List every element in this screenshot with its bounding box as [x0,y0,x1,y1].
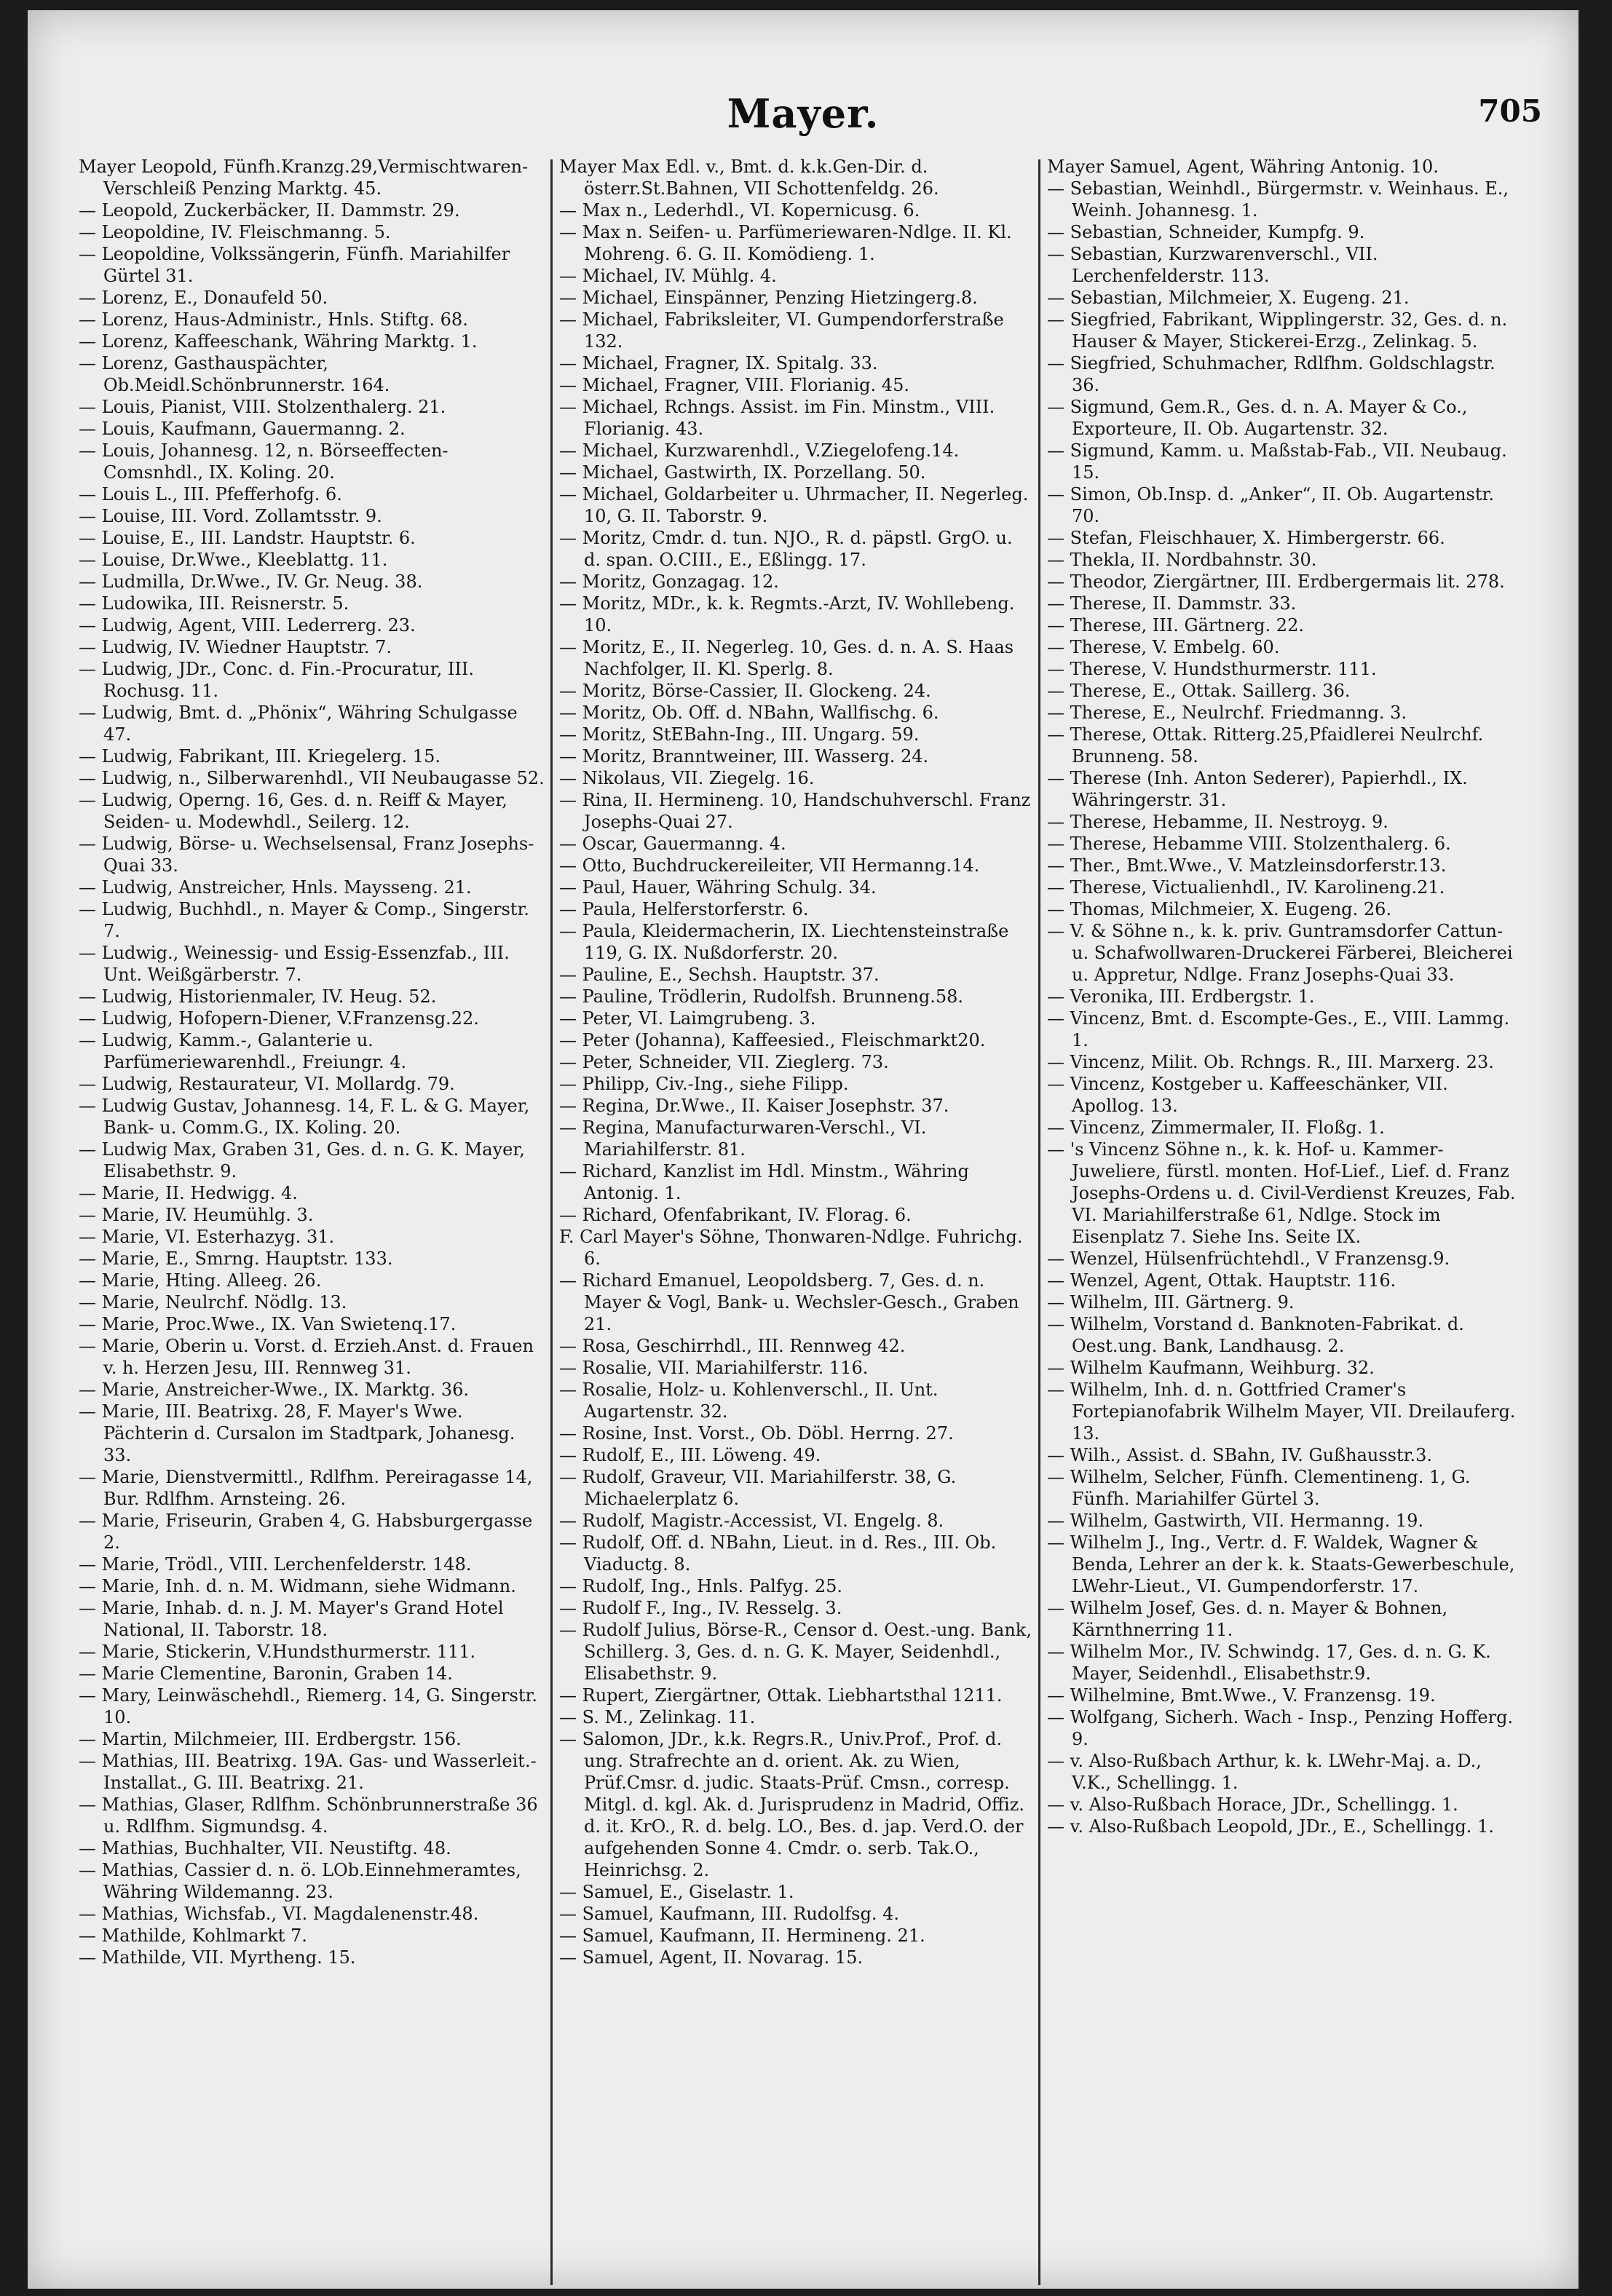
directory-entry: — Ludwig, Buchhdl., n. Mayer & Comp., Singerstr. 7. [79,899,529,941]
directory-entry: — Louise, Dr.Wwe., Kleeblattg. 11. [79,550,388,570]
directory-entry: — Marie, Inh. d. n. M. Widmann, siehe Widmann. [79,1576,516,1596]
directory-entry: — Wilhelm J., Ing., Vertr. d. F. Waldek, Wagner & Benda, Lehrer an der k. k. Staats-Gewerbeschule, LWehr-Lieut., VI. Gumpendorferstr. 17. [1047,1532,1515,1596]
directory-entry: — v. Also-Rußbach Arthur, k. k. LWehr-Maj. a. D., V.K., Schellingg. 1. [1047,1751,1482,1793]
directory-entry: — Moritz, Gonzagag. 12. [559,571,779,592]
directory-entry: — Mathilde, Kohlmarkt 7. [79,1925,307,1946]
directory-entry: — Moritz, Börse-Cassier, II. Glockeng. 24. [559,681,931,701]
directory-entry: — Rudolf Julius, Börse-R., Censor d. Oest.-ung. Bank, Schillerg. 3, Ges. d. n. G. K. Mayer, Seidenhdl., Elisabethstr. 9. [559,1620,1032,1684]
directory-entry: Mayer Max Edl. v., Bmt. d. k.k.Gen-Dir. d. österr.St.Bahnen, VII Schottenfeldg. 26. [559,157,939,199]
directory-entry: — Wilhelmine, Bmt.Wwe., V. Franzensg. 19. [1047,1685,1436,1706]
directory-entry: — Mathias, Glaser, Rdlfhm. Schönbrunnerstraße 36 u. Rdlfhm. Sigmundsg. 4. [79,1794,538,1837]
directory-entry: — Therese, E., Neulrchf. Friedmanng. 3. [1047,702,1407,723]
directory-entry: — Mathias, III. Beatrixg. 19A. Gas- und Wasserleit.-Installat., G. III. Beatrixg. 21. [79,1751,537,1793]
directory-entry: — Pauline, E., Sechsh. Hauptstr. 37. [559,965,880,985]
directory-entry: — Mathilde, VII. Myrtheng. 15. [79,1947,356,1968]
directory-entry: — Marie, Friseurin, Graben 4, G. Habsburgergasse 2. [79,1511,533,1553]
directory-entry: — Louise, E., III. Landstr. Hauptstr. 6. [79,528,416,548]
directory-entry: — Mathias, Cassier d. n. ö. LOb.Einnehmeramtes, Währing Wildemanng. 23. [79,1860,521,1902]
directory-entry: — Wolfgang, Sicherh. Wach - Insp., Penzing Hofferg. 9. [1047,1707,1514,1749]
directory-entry: — Peter (Johanna), Kaffeesied., Fleischmarkt20. [559,1030,986,1050]
directory-entry: — Moritz, Branntweiner, III. Wasserg. 24. [559,746,929,767]
directory-entry: — Peter, Schneider, VII. Zieglerg. 73. [559,1052,889,1072]
directory-entry: — Therese, E., Ottak. Saillerg. 36. [1047,681,1351,701]
directory-entry: — Martin, Milchmeier, III. Erdbergstr. 156. [79,1729,462,1749]
directory-entry: — Regina, Dr.Wwe., II. Kaiser Josephstr. 37. [559,1096,949,1116]
directory-entry: — Ludwig, Historienmaler, IV. Heug. 52. [79,986,437,1007]
directory-entry: — Marie, III. Beatrixg. 28, F. Mayer's Wwe. Pächterin d. Cursalon im Stadtpark, Johanesg. 33. [79,1401,515,1465]
directory-entry: — Max n., Lederhdl., VI. Kopernicusg. 6. [559,200,920,221]
directory-entry: — Peter, VI. Laimgrubeng. 3. [559,1008,816,1029]
directory-entry: — Mary, Leinwäschehdl., Riemerg. 14, G. Singerstr. 10. [79,1685,537,1727]
directory-entry: — Leopoldine, Volkssängerin, Fünfh. Mariahilfer Gürtel 31. [79,244,510,286]
directory-entry: — Samuel, Agent, II. Novarag. 15. [559,1947,864,1968]
column-divider [550,159,553,2285]
directory-entry: — Marie, Proc.Wwe., IX. Van Swietenq.17. [79,1314,457,1334]
directory-entry: — Ludwig, IV. Wiedner Hauptstr. 7. [79,637,392,657]
directory-entry: — Ludwig, n., Silberwarenhdl., VII Neubaugasse 52. [79,768,545,788]
directory-entry: — Samuel, Kaufmann, II. Hermineng. 21. [559,1925,925,1946]
directory-entry: — Marie, VI. Esterhazyg. 31. [79,1227,335,1247]
directory-entry: — Therese, Ottak. Ritterg.25,Pfaidlerei Neulrchf. Brunneng. 58. [1047,724,1484,767]
directory-entry: — Ludwig, Restaurateur, VI. Mollardg. 79. [79,1074,455,1094]
page-number: 705 [1478,93,1542,129]
page-title: Mayer. [727,90,880,137]
directory-entry: — Rudolf, Graveur, VII. Mariahilferstr. 38, G. Michaelerplatz 6. [559,1467,957,1509]
directory-entry: Mayer Leopold, Fünfh.Kranzg.29,Vermischtwaren-Verschleiß Penzing Marktg. 45. [79,157,529,199]
directory-page [28,10,1579,2289]
directory-entry: — Rudolf F., Ing., IV. Resselg. 3. [559,1598,842,1618]
directory-entry: — Salomon, JDr., k.k. Regrs.R., Univ.Prof., Prof. d. ung. Strafrechte an d. orient. Ak. zu Wien, Prüf.Cmsr. d. judic. Staats-Prüf. Cmsn., corresp. Mitgl. d. kgl. Ak. d. Jurisprudenz in Madrid, Offiz. d. it. KrO., R. d. belg. LO., Bes. d. jap. Verd.O. der aufgehenden Sonne 4. Cmdr. o. serb. Tak.O., Heinrichsg. 2. [559,1729,1024,1880]
directory-entry: — Lorenz, E., Donaufeld 50. [79,288,328,308]
directory-entry: — Therese, Hebamme VIII. Stolzenthalerg. 6. [1047,834,1451,854]
directory-entry: — Marie, Trödl., VIII. Lerchenfelderstr. 148. [79,1554,472,1575]
directory-entry: — Moritz, E., II. Negerleg. 10, Ges. d. n. A. S. Haas Nachfolger, II. Kl. Sperlg. 8. [559,637,1014,679]
directory-entry: — v. Also-Rußbach Horace, JDr., Schellingg. 1. [1047,1794,1458,1815]
directory-entry: — Moritz, Cmdr. d. tun. NJO., R. d. päpstl. GrgO. u. d. span. O.CIII., E., Eßlingg. 17. [559,528,1013,570]
directory-entry: F. Carl Mayer's Söhne, Thonwaren-Ndlge. Fuhrichg. 6. [559,1227,1023,1269]
directory-entry: — Sebastian, Schneider, Kumpfg. 9. [1047,222,1365,242]
directory-entry: — Oscar, Gauermanng. 4. [559,834,786,854]
directory-entry: — Louis, Johannesg. 12, n. Börseeffecten-Comsnhdl., IX. Koling. 20. [79,440,449,483]
directory-entry: — Ludwig, Börse- u. Wechselsensal, Franz Josephs-Quai 33. [79,834,534,876]
directory-entry: — Wenzel, Agent, Ottak. Hauptstr. 116. [1047,1270,1396,1291]
directory-entry: — Michael, Fragner, VIII. Florianig. 45. [559,375,909,395]
directory-entry: — Michael, Gastwirth, IX. Porzellang. 50. [559,462,926,483]
directory-entry: — Lorenz, Haus-Administr., Hnls. Stiftg. 68. [79,309,468,330]
directory-entry: — Stefan, Fleischhauer, X. Himbergerstr. 66. [1047,528,1445,548]
directory-entry: — Paula, Helferstorferstr. 6. [559,899,809,919]
directory-entry: — Siegfried, Schuhmacher, Rdlfhm. Goldschlagstr. 36. [1047,353,1496,395]
directory-entry: — Marie, Stickerin, V.Hundsthurmerstr. 111. [79,1642,476,1662]
directory-entry: — Therese, II. Dammstr. 33. [1047,593,1297,614]
directory-entry: — Sigmund, Gem.R., Ges. d. n. A. Mayer & Co., Exporteure, II. Ob. Augartenstr. 32. [1047,397,1468,439]
directory-entry: — Otto, Buchdruckereileiter, VII Hermanng.14. [559,855,980,876]
directory-entry: — Lorenz, Gasthauspächter, Ob.Meidl.Schönbrunnerstr. 164. [79,353,390,395]
directory-entry: Mayer Samuel, Agent, Währing Antonig. 10. [1047,157,1439,177]
directory-entry: — Wilhelm Josef, Ges. d. n. Mayer & Bohnen, Kärnthnerring 11. [1047,1598,1448,1640]
directory-entry: — Louis, Kaufmann, Gauermanng. 2. [79,419,406,439]
directory-entry: — Wilhelm Kaufmann, Weihburg. 32. [1047,1358,1375,1378]
directory-entry: — Marie, Oberin u. Vorst. d. Erzieh.Anst. d. Frauen v. h. Herzen Jesu, III. Rennweg 31. [79,1336,534,1378]
directory-entry: — Wilh., Assist. d. SBahn, IV. Gußhausstr.3. [1047,1445,1433,1465]
directory-entry: — Wilhelm Mor., IV. Schwindg. 17, Ges. d. n. G. K. Mayer, Seidenhdl., Elisabethstr.9. [1047,1642,1491,1684]
directory-entry: — Therese (Inh. Anton Sederer), Papierhdl., IX. Währingerstr. 31. [1047,768,1468,810]
directory-entry: — Wilhelm, Gastwirth, VII. Hermanng. 19. [1047,1511,1423,1531]
directory-entry: — Rosa, Geschirrhdl., III. Rennweg 42. [559,1336,906,1356]
directory-entry: — Theodor, Ziergärtner, III. Erdbergermais lit. 278. [1047,571,1505,592]
directory-entry: — Regina, Manufacturwaren-Verschl., VI. Mariahilferstr. 81. [559,1117,927,1160]
directory-entry: — Richard Emanuel, Leopoldsberg. 7, Ges. d. n. Mayer & Vogl, Bank- u. Wechsler-Gesch., Graben 21. [559,1270,1019,1334]
directory-entry: — Ludwig Max, Graben 31, Ges. d. n. G. K. Mayer, Elisabethstr. 9. [79,1139,525,1181]
directory-entry: — Vincenz, Zimmermaler, II. Floßg. 1. [1047,1117,1385,1138]
directory-entry: — 's Vincenz Söhne n., k. k. Hof- u. Kammer-Juweliere, fürstl. monten. Hof-Lief., Lief. d. Franz Josephs-Ordens u. d. Civil-Verdienst Kreuzes, Fab. VI. Mariahilferstraße 61, Ndlge. Stock im Eisenplatz 7. Siehe Ins. Seite IX. [1047,1139,1516,1247]
directory-entry: — Max n. Seifen- u. Parfümeriewaren-Ndlge. II. Kl. Mohreng. 6. G. II. Komödieng. 1. [559,222,1012,264]
directory-entry: — Pauline, Trödlerin, Rudolfsh. Brunneng.58. [559,986,963,1007]
directory-entry: — Marie, E., Smrng. Hauptstr. 133. [79,1248,393,1269]
directory-entry: — Marie, Anstreicher-Wwe., IX. Marktg. 36. [79,1379,470,1400]
directory-entry: — Marie, Inhab. d. n. J. M. Mayer's Grand Hotel National, II. Taborstr. 18. [79,1598,504,1640]
directory-entry: — Therese, V. Embelg. 60. [1047,637,1280,657]
directory-entry: — Ludwig, Hofopern-Diener, V.Franzensg.22. [79,1008,479,1029]
directory-entry: — Moritz, MDr., k. k. Regmts.-Arzt, IV. Wohllebeng. 10. [559,593,1015,636]
directory-entry: — S. M., Zelinkag. 11. [559,1707,756,1727]
directory-entry: — Louis L., III. Pfefferhofg. 6. [79,484,342,504]
directory-entry: — Siegfried, Fabrikant, Wipplingerstr. 32, Ges. d. n. Hauser & Mayer, Stickerei-Erzg., Zelinkag. 5. [1047,309,1508,352]
directory-entry: — Simon, Ob.Insp. d. „Anker“, II. Ob. Augartenstr. 70. [1047,484,1494,526]
directory-entry: — Samuel, Kaufmann, III. Rudolfsg. 4. [559,1904,899,1924]
directory-entry: — Leopoldine, IV. Fleischmanng. 5. [79,222,391,242]
directory-entry: — Ludwig., Weinessig- und Essig-Essenzfab., III. Unt. Weißgärberstr. 7. [79,943,510,985]
directory-entry: — Leopold, Zuckerbäcker, II. Dammstr. 29. [79,200,460,221]
directory-entry: — Sebastian, Milchmeier, X. Eugeng. 21. [1047,288,1410,308]
directory-entry: — Moritz, Ob. Off. d. NBahn, Wallfischg. 6. [559,702,939,723]
directory-entry: — Marie, IV. Heumühlg. 3. [79,1205,314,1225]
directory-entry: — Samuel, E., Giselastr. 1. [559,1882,794,1902]
directory-entry: — Ludwig, Anstreicher, Hnls. Maysseng. 21. [79,877,472,898]
directory-entry: — Vincenz, Kostgeber u. Kaffeeschänker, VII. Apollog. 13. [1047,1074,1448,1116]
directory-column-2 [559,156,1032,2230]
directory-entry: — Rudolf, Magistr.-Accessist, VI. Engelg. 8. [559,1511,944,1531]
directory-entry: — Wilhelm, Selcher, Fünfh. Clementineng. 1, G. Fünfh. Mariahilfer Gürtel 3. [1047,1467,1471,1509]
directory-entry: — Michael, Fragner, IX. Spitalg. 33. [559,353,878,373]
directory-entry: — v. Also-Rußbach Leopold, JDr., E., Schellingg. 1. [1047,1816,1494,1837]
directory-entry: — Sebastian, Weinhdl., Bürgermstr. v. Weinhaus. E., Weinh. Johannesg. 1. [1047,178,1509,221]
column-divider [1038,159,1040,2285]
directory-entry: — Mathias, Wichsfab., VI. Magdalenenstr.48. [79,1904,479,1924]
directory-entry: — Rosalie, Holz- u. Kohlenverschl., II. Unt. Augartenstr. 32. [559,1379,939,1422]
directory-entry: — V. & Söhne n., k. k. priv. Guntramsdorfer Cattun- u. Schafwollwaren-Druckerei Färberei, Bleicherei u. Appretur, Ndlge. Franz Josephs-Quai 33. [1047,921,1513,985]
directory-entry: — Nikolaus, VII. Ziegelg. 16. [559,768,815,788]
page-header [28,90,1579,156]
directory-entry: — Therese, III. Gärtnerg. 22. [1047,615,1304,636]
directory-entry: — Wilhelm, Vorstand d. Banknoten-Fabrikat. d. Oest.ung. Bank, Landhausg. 2. [1047,1314,1464,1356]
directory-entry: — Ludwig Gustav, Johannesg. 14, F. L. & G. Mayer, Bank- u. Comm.G., IX. Koling. 20. [79,1096,530,1138]
directory-entry: — Michael, Rchngs. Assist. im Fin. Minstm., VIII. Florianig. 43. [559,397,995,439]
directory-entry: — Louise, III. Vord. Zollamtsstr. 9. [79,506,382,526]
directory-entry: — Rudolf, E., III. Löweng. 49. [559,1445,821,1465]
directory-entry: — Veronika, III. Erdbergstr. 1. [1047,986,1315,1007]
directory-entry: — Paul, Hauer, Währing Schulg. 34. [559,877,877,898]
directory-entry: — Philipp, Civ.-Ing., siehe Filipp. [559,1074,849,1094]
directory-entry: — Thekla, II. Nordbahnstr. 30. [1047,550,1317,570]
directory-entry: — Thomas, Milchmeier, X. Eugeng. 26. [1047,899,1392,919]
directory-column-1 [79,156,545,2230]
directory-entry: — Lorenz, Kaffeeschank, Währing Marktg. 1. [79,331,478,352]
directory-entry: — Marie, II. Hedwigg. 4. [79,1183,298,1203]
directory-entry: — Ther., Bmt.Wwe., V. Matzleinsdorferstr.13. [1047,855,1447,876]
directory-entry: — Vincenz, Bmt. d. Escompte-Ges., E., VIII. Lammg. 1. [1047,1008,1510,1050]
directory-entry: — Ludwig, Bmt. d. „Phönix“, Währing Schulgasse 47. [79,702,518,745]
directory-entry: — Marie Clementine, Baronin, Graben 14. [79,1663,453,1684]
directory-entry: — Ludwig, JDr., Conc. d. Fin.-Procuratur, III. Rochusg. 11. [79,659,474,701]
directory-entry: — Rosine, Inst. Vorst., Ob. Döbl. Herrng. 27. [559,1423,954,1444]
directory-column-3 [1047,156,1520,2230]
directory-entry: — Michael, Fabriksleiter, VI. Gumpendorferstraße 132. [559,309,1004,352]
directory-entry: — Michael, Kurzwarenhdl., V.Ziegelofeng.14. [559,440,960,461]
directory-entry: — Mathias, Buchhalter, VII. Neustiftg. 48. [79,1838,451,1858]
directory-entry: — Wilhelm, III. Gärtnerg. 9. [1047,1292,1295,1313]
directory-entry: — Rosalie, VII. Mariahilferstr. 116. [559,1358,869,1378]
directory-entry: — Rupert, Ziergärtner, Ottak. Liebhartsthal 1211. [559,1685,1003,1706]
directory-entry: — Louis, Pianist, VIII. Stolzenthalerg. 21. [79,397,446,417]
directory-entry: — Rudolf, Off. d. NBahn, Lieut. in d. Res., III. Ob. Viaductg. 8. [559,1532,997,1575]
directory-entry: — Richard, Ofenfabrikant, IV. Florag. 6. [559,1205,912,1225]
directory-entry: — Therese, Hebamme, II. Nestroyg. 9. [1047,812,1388,832]
directory-entry: — Ludowika, III. Reisnerstr. 5. [79,593,349,614]
directory-entry: — Michael, IV. Mühlg. 4. [559,266,777,286]
directory-entry: — Richard, Kanzlist im Hdl. Minstm., Währing Antonig. 1. [559,1161,969,1203]
directory-entry: — Michael, Goldarbeiter u. Uhrmacher, II. Negerleg. 10, G. II. Taborstr. 9. [559,484,1029,526]
directory-entry: — Therese, V. Hundsthurmerstr. 111. [1047,659,1377,679]
directory-entry: — Ludwig, Kamm.-, Galanterie u. Parfümeriewarenhdl., Freiungr. 4. [79,1030,407,1072]
directory-entry: — Ludwig, Fabrikant, III. Kriegelerg. 15. [79,746,440,767]
directory-entry: — Rudolf, Ing., Hnls. Palfyg. 25. [559,1576,843,1596]
directory-entry: — Ludmilla, Dr.Wwe., IV. Gr. Neug. 38. [79,571,423,592]
directory-entry: — Sigmund, Kamm. u. Maßstab-Fab., VII. Neubaug. 15. [1047,440,1507,483]
directory-entry: — Wenzel, Hülsenfrüchtehdl., V Franzensg.9. [1047,1248,1450,1269]
directory-entry: — Marie, Neulrchf. Nödlg. 13. [79,1292,347,1313]
directory-entry: — Marie, Dienstvermittl., Rdlfhm. Pereiragasse 14, Bur. Rdlfhm. Arnsteing. 26. [79,1467,533,1509]
directory-entry: — Vincenz, Milit. Ob. Rchngs. R., III. Marxerg. 23. [1047,1052,1494,1072]
directory-entry: — Moritz, StEBahn-Ing., III. Ungarg. 59. [559,724,920,745]
directory-entry: — Michael, Einspänner, Penzing Hietzingerg.8. [559,288,978,308]
directory-entry: — Wilhelm, Inh. d. n. Gottfried Cramer's Fortepianofabrik Wilhelm Mayer, VII. Dreilauferg. 13. [1047,1379,1516,1444]
directory-entry: — Therese, Victualienhdl., IV. Karolineng.21. [1047,877,1445,898]
directory-entry: — Ludwig, Operng. 16, Ges. d. n. Reiff & Mayer, Seiden- u. Modewhdl., Seilerg. 12. [79,790,507,832]
directory-entry: — Sebastian, Kurzwarenverschl., VII. Lerchenfelderstr. 113. [1047,244,1378,286]
directory-entry: — Paula, Kleidermacherin, IX. Liechtensteinstraße 119, G. IX. Nußdorferstr. 20. [559,921,1009,963]
directory-entry: — Rina, II. Hermineng. 10, Handschuhverschl. Franz Josephs-Quai 27. [559,790,1031,832]
directory-entry: — Ludwig, Agent, VIII. Lederrerg. 23. [79,615,416,636]
directory-entry: — Marie, Hting. Alleeg. 26. [79,1270,322,1291]
